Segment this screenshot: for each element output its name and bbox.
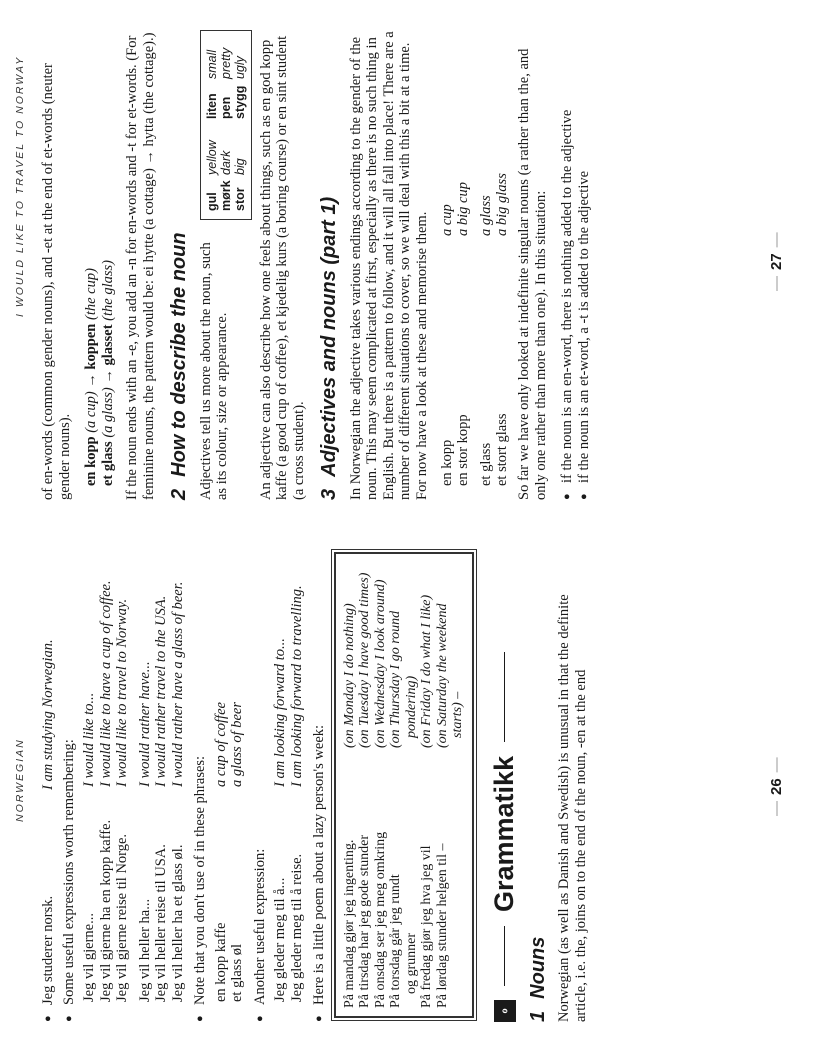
en-text: I am looking forward to... — [272, 638, 288, 787]
bullet-another: ● Another useful expression: — [252, 552, 269, 1022]
no-text: Jeg gleder meg til å... — [272, 877, 288, 1002]
bullet-studying — [40, 552, 57, 1022]
right-page-body — [40, 30, 592, 500]
no-text: Jeg vil heller ha et glass øl. — [169, 844, 186, 1002]
section-3-heading — [318, 30, 340, 500]
indef-gloss: (a glass) — [99, 387, 116, 438]
en-text: a cup — [439, 204, 455, 236]
indef-noun: et glass — [99, 441, 116, 486]
no-text: Jeg vil gjerne... — [81, 913, 97, 1002]
en-text: a big glass — [493, 173, 510, 236]
adj-gloss: pretty — [218, 47, 233, 79]
section-2-text: Adjectives tell us more about the noun, such as its colour, size or appearance. — [197, 242, 230, 500]
def-gloss: (the cup) — [83, 268, 99, 320]
def-gloss: (the glass) — [99, 260, 116, 321]
no-text: en kopp kaffe — [212, 922, 229, 1002]
poem-line-en: (on Thursday I go round — [388, 610, 403, 748]
section-2-text2: An adjective can also describe how one feels about things, such as en god kopp kaffe (a good cup of coffee), et kjedelig kurs (a boring course) or en sint student (a cross student). — [257, 35, 307, 500]
en-text: I would like to... — [81, 692, 97, 787]
no-text: Jeg vil gjerne reise til Norge. — [114, 833, 130, 1002]
en-text: I would rather have a glass of beer. — [169, 581, 186, 787]
indef-noun: en kopp — [83, 436, 99, 486]
left-running-header: NORWEGIAN — [14, 738, 26, 822]
right-running-header: I WOULD LIKE TO TRAVEL TO NORWAY — [14, 55, 26, 317]
rule-line-left — [504, 926, 506, 986]
en-text: I am studying Norwegian. — [40, 639, 56, 790]
page-number: 27 — [768, 253, 785, 270]
section-title: Adjectives and nouns (part 1) — [318, 196, 340, 477]
definite-examples — [83, 30, 116, 486]
no-text: et glass — [478, 442, 494, 486]
poem-line-no — [450, 748, 466, 1008]
poem-line-en: (on Friday I do what I like) — [419, 594, 434, 748]
rule-en-word: ● if the noun is an en-word, there is nothing added to the adjective — [559, 30, 576, 500]
section-number: 3 — [318, 488, 340, 500]
en-text: a big cup — [454, 182, 471, 236]
section-title: How to describe the noun — [168, 232, 190, 477]
en-text: I would rather travel to the USA. — [153, 595, 169, 787]
adj-gloss: dark — [218, 150, 233, 175]
en-text: a cup of coffee — [212, 702, 229, 787]
bullet-note-of: ● Note that you don't use of in these phrases: — [192, 552, 209, 1022]
expressions-looking-forward — [272, 552, 305, 1002]
section-1-text: Norwegian (as well as Danish and Swedish) is unusual in that the definite article, i.e. the, joins on to the end of the noun, -en at the end — [556, 594, 589, 1022]
no-text: et glass øl — [229, 944, 245, 1002]
adj-gloss: yellow — [204, 140, 219, 175]
section-2-heading — [168, 30, 190, 500]
adj-word: stor — [232, 187, 247, 211]
en-text: I would rather have... — [136, 661, 153, 787]
poem-box — [334, 552, 474, 1018]
example-row: en kopp (a cup) → koppen (the cup) — [83, 268, 99, 486]
no-text: et stort glass — [493, 413, 510, 486]
adj-word: stygg — [232, 85, 247, 119]
poem-line-no: På tirsdag har jeg gode stunder — [357, 834, 372, 1008]
poem-line-no: På mandag gjør jeg ingenting. — [341, 839, 357, 1008]
no-text: Jeg vil gjerne ha en kopp kaffe. — [97, 819, 114, 1002]
poem-line-en: (on Tuesday I have good times) — [357, 572, 372, 748]
adj-word: gul — [204, 192, 219, 211]
poem-line-no: På onsdag ser jeg meg omkring — [372, 831, 388, 1008]
no-text: en stor kopp — [454, 414, 471, 486]
poem-line-en: (on Monday I do nothing) — [341, 603, 357, 748]
grammar-title: Grammatikk — [489, 755, 520, 912]
def-noun: glasset — [99, 324, 116, 366]
bullet-expressions: ● Some useful expressions worth remembering: — [61, 552, 78, 1022]
bullet-poem-intro: ● Here is a little poem about a lazy person's week: — [311, 552, 328, 1022]
section-3-text: In Norwegian the adjective takes various endings according to the gender of the noun. This may seem complicated at first, especially as there is no such thing in English. But there is a pattern to follow, and it will all fall into place! There are a number of different situations to cover, so we will deal with this a bit at a time. For now have a look at these and memorise them. — [347, 31, 430, 500]
continued-text: of en-words (common gender nouns), and -et at the end of et-words (neuter gender nouns). — [40, 63, 73, 500]
adj-word: mørk — [218, 180, 233, 211]
poem-line-en: pondering) — [403, 675, 419, 738]
grammar-section-icon: ℴ — [494, 1000, 516, 1022]
adj-word: liten — [204, 93, 219, 119]
en-text: I would like to travel to Norway. — [114, 598, 130, 787]
indef-gloss: (a cup) — [83, 391, 99, 433]
cup-examples — [440, 30, 510, 486]
no-text: Jeg vil heller reise til USA. — [153, 844, 169, 1002]
poem-line-no: På torsdag går jeg rundt — [388, 874, 403, 1008]
no-text: Jeg gleder meg til å reise. — [288, 853, 305, 1002]
adj-gloss: big — [232, 158, 247, 175]
poem-line-en: starts) – — [450, 691, 465, 738]
section-number: 2 — [168, 488, 190, 500]
section-1-heading — [526, 552, 549, 1022]
en-text: I am looking forward to travelling. — [288, 585, 305, 787]
poem-line-en: (on Wednesday I look around) — [372, 579, 388, 748]
poem-line-en: (on Saturday the weekend — [434, 603, 450, 748]
left-page-body — [40, 552, 599, 1022]
adjective-box — [200, 30, 252, 220]
rule-et-word: ● if the noun is an et-word, a -t is added to the adjective — [576, 30, 593, 500]
poem-line-no: På fredag gjør jeg hva jeg vil — [419, 845, 434, 1008]
rule-line-right — [504, 652, 506, 742]
poem-line-no: og grunner — [403, 932, 419, 994]
en-text: a glass of beer — [229, 702, 245, 787]
no-text: Jeg vil heller ha... — [136, 898, 153, 1002]
adj-gloss: ugly — [232, 56, 247, 79]
section-3-text2: So far we have only looked at indefinite singular nouns (a rather than the, and only one rather than more than one). In this situation: — [516, 48, 549, 500]
section-title: Nouns — [526, 936, 549, 999]
adj-gloss: small — [204, 49, 219, 79]
en-text: a glass — [478, 195, 494, 236]
section-number: 1 — [526, 1010, 549, 1022]
no-text: ● Jeg studerer norsk. — [40, 895, 56, 1005]
feminine-paragraph: If the noun ends with an -e, you add an -n for en-words and -t for et-words. (For feminine nouns, the pattern would be: ei hytte (a cottage) → hytta (the cottage).) — [124, 32, 157, 500]
grammar-heading — [489, 552, 520, 1022]
expressions-would-like — [81, 552, 131, 1002]
example-row: et glass (a glass) → glasset (the glass) — [99, 260, 116, 486]
no-text: en kopp — [439, 439, 455, 486]
phrases-no-of — [213, 552, 246, 1002]
left-page-number: —26— — [768, 757, 785, 816]
poem-line-no: På lørdag stunder helgen til – — [434, 843, 450, 1008]
adj-word: pen — [218, 96, 233, 119]
page-number: 26 — [768, 778, 785, 795]
right-page-number: —27— — [768, 232, 785, 291]
en-text: I would like to have a cup of coffee. — [97, 580, 114, 787]
def-noun: koppen — [83, 323, 99, 370]
expressions-would-rather — [137, 552, 187, 1002]
